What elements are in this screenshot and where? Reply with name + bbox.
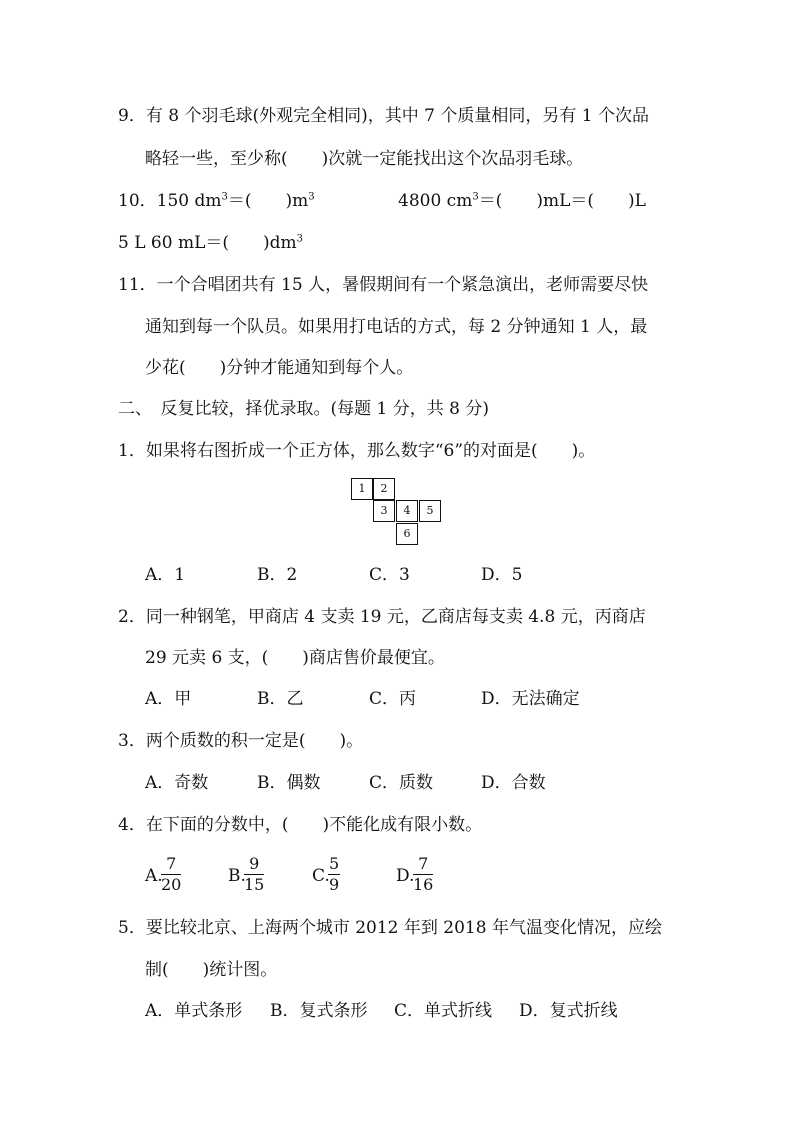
q11-line2: 通知到每一个队员。如果用打电话的方式，每 2 分钟通知 1 人，最 bbox=[145, 317, 648, 337]
s2q4-option-c-fraction bbox=[328, 854, 340, 895]
s2q4-option-b-label: B. bbox=[228, 866, 246, 886]
q11-line1: 11．一个合唱团共有 15 人，暑假期间有一个紧急演出，老师需要尽快 bbox=[118, 275, 649, 295]
q11-line3: 少花( )分钟才能通知到每个人。 bbox=[145, 358, 414, 378]
s2q4-option-b-den: 15 bbox=[244, 875, 265, 894]
s2q2-option-a: A．甲 bbox=[145, 689, 192, 709]
q10-b-post: ＝( )mL＝( )L bbox=[478, 191, 646, 211]
s2q5-line2: 制( )统计图。 bbox=[145, 960, 278, 980]
s2q4-option-a-num: 7 bbox=[161, 854, 181, 875]
q10-a-sup: 3 bbox=[221, 191, 228, 203]
net-cell-1: 1 bbox=[351, 478, 373, 500]
s2q1-text: 1．如果将右图折成一个正方体，那么数字“6”的对面是( )。 bbox=[118, 441, 596, 461]
s2q2-option-c: C．丙 bbox=[369, 689, 417, 709]
s2q4-option-b-num: 9 bbox=[244, 854, 264, 875]
q10-a-sup2: 3 bbox=[308, 191, 315, 203]
s2q4-option-d-den: 16 bbox=[413, 875, 434, 894]
q10-c-sup: 3 bbox=[296, 233, 303, 245]
s2q3-text: 3．两个质数的积一定是( )。 bbox=[118, 731, 364, 751]
q10-b-sup: 3 bbox=[472, 191, 479, 203]
s2q2-option-d: D．无法确定 bbox=[481, 689, 580, 709]
s2q4-option-b-fraction bbox=[244, 854, 264, 895]
s2q4-option-a-den: 20 bbox=[161, 875, 182, 894]
section2-title: 二、 反复比较，择优录取。(每题 1 分，共 8 分) bbox=[118, 399, 490, 419]
s2q3-option-b: B．偶数 bbox=[257, 773, 321, 793]
s2q1-option-d: D．5 bbox=[481, 565, 523, 585]
q10-part-b bbox=[398, 190, 646, 212]
q10-c-pre: 5 L 60 mL＝( )dm bbox=[118, 233, 297, 253]
s2q5-option-c: C．单式折线 bbox=[394, 1001, 493, 1021]
q10-a-pre: 10．150 dm bbox=[118, 191, 222, 211]
s2q2-line1: 2．同一种钢笔，甲商店 4 支卖 19 元，乙商店每支卖 4.8 元，丙商店 bbox=[118, 607, 646, 627]
s2q4-option-d-fraction bbox=[413, 854, 433, 895]
s2q4-option-d-label: D. bbox=[396, 866, 415, 886]
q9-line1: 9．有 8 个羽毛球(外观完全相同)，其中 7 个质量相同，另有 1 个次品 bbox=[118, 106, 649, 126]
s2q4-option-a-label: A. bbox=[145, 866, 163, 886]
s2q1-option-b: B．2 bbox=[257, 565, 298, 585]
s2q2-option-b: B．乙 bbox=[257, 689, 304, 709]
s2q4-option-c-num: 5 bbox=[329, 854, 340, 873]
s2q5-line1: 5．要比较北京、上海两个城市 2012 年到 2018 年气温变化情况，应绘 bbox=[118, 918, 662, 938]
net-cell-5: 5 bbox=[419, 500, 441, 522]
q10-part-c bbox=[118, 232, 303, 254]
s2q4-option-c-label: C. bbox=[312, 866, 330, 886]
q10-a-mid: ＝( )m bbox=[227, 191, 309, 211]
s2q2-line2: 29 元卖 6 支，( )商店售价最便宜。 bbox=[145, 648, 445, 668]
s2q1-option-c: C．3 bbox=[369, 565, 410, 585]
s2q5-option-a: A．单式条形 bbox=[145, 1001, 243, 1021]
q9-line2: 略轻一些，至少称( )次就一定能找出这个次品羽毛球。 bbox=[145, 149, 584, 169]
q10-part-a bbox=[118, 190, 315, 212]
s2q4-option-c-den: 9 bbox=[329, 875, 340, 894]
s2q4-option-a-fraction bbox=[161, 854, 181, 895]
s2q5-option-b: B．复式条形 bbox=[270, 1001, 368, 1021]
net-cell-3: 3 bbox=[373, 500, 395, 522]
s2q4-text: 4．在下面的分数中，( )不能化成有限小数。 bbox=[118, 815, 483, 835]
net-cell-2: 2 bbox=[373, 478, 395, 500]
s2q3-option-a: A．奇数 bbox=[145, 773, 209, 793]
s2q1-option-a: A．1 bbox=[145, 565, 186, 585]
s2q3-option-d: D．合数 bbox=[481, 773, 546, 793]
s2q5-option-d: D．复式折线 bbox=[519, 1001, 618, 1021]
q10-b-pre: 4800 cm bbox=[398, 191, 473, 211]
s2q3-option-c: C．质数 bbox=[369, 773, 434, 793]
net-cell-6: 6 bbox=[396, 523, 418, 545]
net-cell-4: 4 bbox=[396, 500, 418, 522]
s2q4-option-d-num: 7 bbox=[413, 854, 433, 875]
